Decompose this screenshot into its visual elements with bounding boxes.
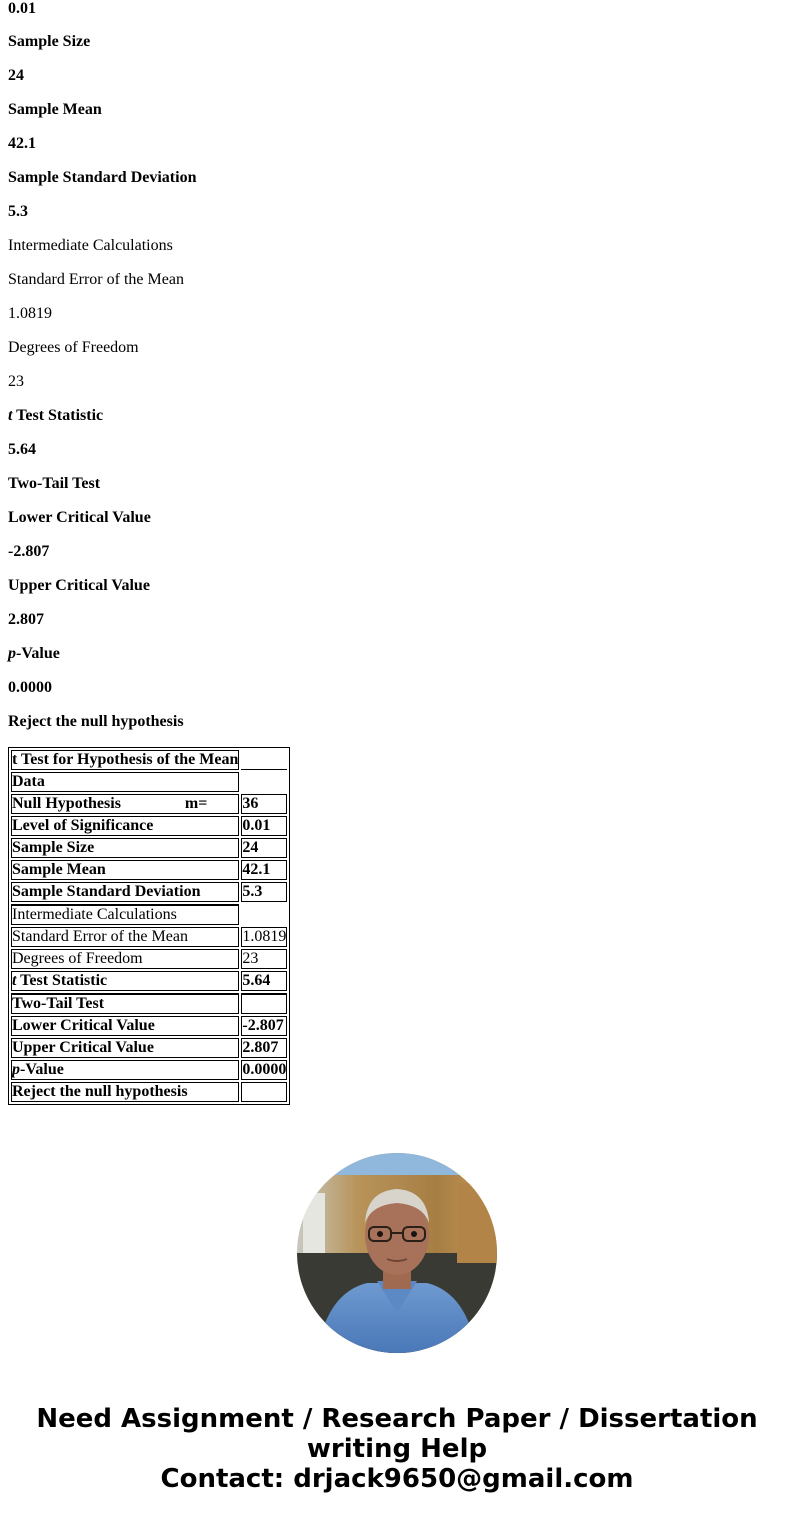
table-data-header: Data [11, 772, 239, 792]
table-cell-empty [241, 904, 287, 925]
t-test-table [8, 747, 290, 1105]
table-lcv-label: Lower Critical Value [11, 1016, 239, 1036]
italic-t: t [8, 407, 13, 424]
footer-line-3: Contact: drjack9650@gmail.com [160, 1464, 634, 1494]
paragraph-sample-sd-label: Sample Standard Deviation [8, 169, 197, 186]
table-t-stat-label [11, 971, 239, 991]
paragraph-p-value-label [8, 645, 60, 663]
p-value-label-text: -Value [16, 645, 60, 662]
table-n-value: 24 [241, 838, 287, 858]
paragraph-sample-sd-value: 5.3 [8, 203, 28, 220]
table-row [11, 1016, 287, 1036]
table-los-label: Level of Significance [11, 816, 239, 836]
paragraph-two-tail-label: Two-Tail Test [8, 475, 101, 492]
table-row [11, 816, 287, 836]
table-ucv-label: Upper Critical Value [11, 1038, 239, 1058]
table-row [11, 971, 287, 991]
table-null-hypothesis-label [11, 794, 239, 814]
italic-p: p [12, 1061, 20, 1078]
paragraph-decision: Reject the null hypothesis [8, 713, 184, 730]
paragraph-lcv-label: Lower Critical Value [8, 509, 151, 526]
paragraph-t-stat-label [8, 407, 103, 425]
table-sd-label: Sample Standard Deviation [11, 882, 239, 902]
table-df-label: Degrees of Freedom [11, 949, 239, 969]
table-row [11, 882, 287, 902]
table-cell-empty [241, 772, 287, 792]
table-row [11, 750, 287, 770]
paragraph-ucv-value: 2.807 [8, 611, 44, 628]
footer-contact [0, 1404, 794, 1494]
paragraph-df-value: 23 [8, 373, 24, 390]
table-row [11, 1038, 287, 1058]
paragraph-p-value-value: 0.0000 [8, 679, 52, 696]
p-value-text: -Value [20, 1061, 64, 1078]
table-cell-empty [241, 750, 287, 770]
table-row [11, 904, 287, 925]
table-two-tail-label: Two-Tail Test [11, 993, 239, 1014]
paragraph-se-value: 1.0819 [8, 305, 52, 322]
paragraph-ucv-label: Upper Critical Value [8, 577, 150, 594]
table-mean-label: Sample Mean [11, 860, 239, 880]
table-t-stat-value: 5.64 [241, 971, 287, 991]
table-row [11, 794, 287, 814]
paragraph-intermediate-label: Intermediate Calculations [8, 237, 173, 254]
table-row [11, 927, 287, 947]
table-row [11, 949, 287, 969]
table-sd-value: 5.3 [241, 882, 287, 902]
table-row [11, 838, 287, 858]
table-row [11, 1060, 287, 1080]
table-row [11, 772, 287, 792]
table-p-value-value: 0.0000 [242, 1061, 287, 1078]
paragraph-sample-size-label: Sample Size [8, 33, 91, 50]
author-portrait-image [297, 1153, 497, 1353]
paragraph-lcv-value: -2.807 [8, 543, 50, 560]
paragraph-sample-mean-value: 42.1 [8, 135, 36, 152]
table-null-hypothesis-value: 36 [241, 794, 287, 814]
table-decision-label: Reject the null hypothesis [11, 1082, 239, 1102]
italic-p: p [8, 645, 16, 662]
mu-symbol: m= [184, 795, 208, 812]
paragraph-df-label: Degrees of Freedom [8, 339, 139, 356]
null-hypothesis-text: Null Hypothesis [12, 795, 121, 812]
paragraph-significance-value: 0.01 [8, 0, 36, 17]
paragraph-se-label: Standard Error of the Mean [8, 271, 184, 288]
footer-line-1: Need Assignment / Research Paper / Dissertation [36, 1404, 758, 1434]
footer-line-2: writing Help [306, 1434, 488, 1464]
table-intermediate-label: Intermediate Calculations [11, 904, 239, 925]
table-row [11, 1082, 287, 1102]
table-lcv-value: -2.807 [241, 1016, 287, 1036]
table-n-label: Sample Size [11, 838, 239, 858]
table-cell-empty [241, 1082, 287, 1102]
paragraph-sample-size-value: 24 [8, 67, 24, 84]
table-ucv-value: 2.807 [241, 1038, 287, 1058]
table-cell-empty [241, 993, 287, 1014]
table-se-value: 1.0819 [242, 928, 287, 945]
table-p-value-label [11, 1060, 239, 1080]
author-avatar [297, 1153, 497, 1353]
paragraph-sample-mean-label: Sample Mean [8, 101, 102, 118]
paragraph-t-stat-value: 5.64 [8, 441, 36, 458]
t-stat-label-text: Test Statistic [12, 407, 104, 424]
table-df-value: 23 [241, 949, 287, 969]
table-row [11, 860, 287, 880]
table-title: t Test for Hypothesis of the Mean [12, 751, 239, 768]
table-los-value: 0.01 [241, 816, 287, 836]
table-row [11, 993, 287, 1014]
italic-t: t [12, 972, 17, 989]
table-mean-value: 42.1 [241, 860, 287, 880]
t-stat-text: Test Statistic [16, 972, 108, 989]
table-se-label: Standard Error of the Mean [11, 927, 239, 947]
